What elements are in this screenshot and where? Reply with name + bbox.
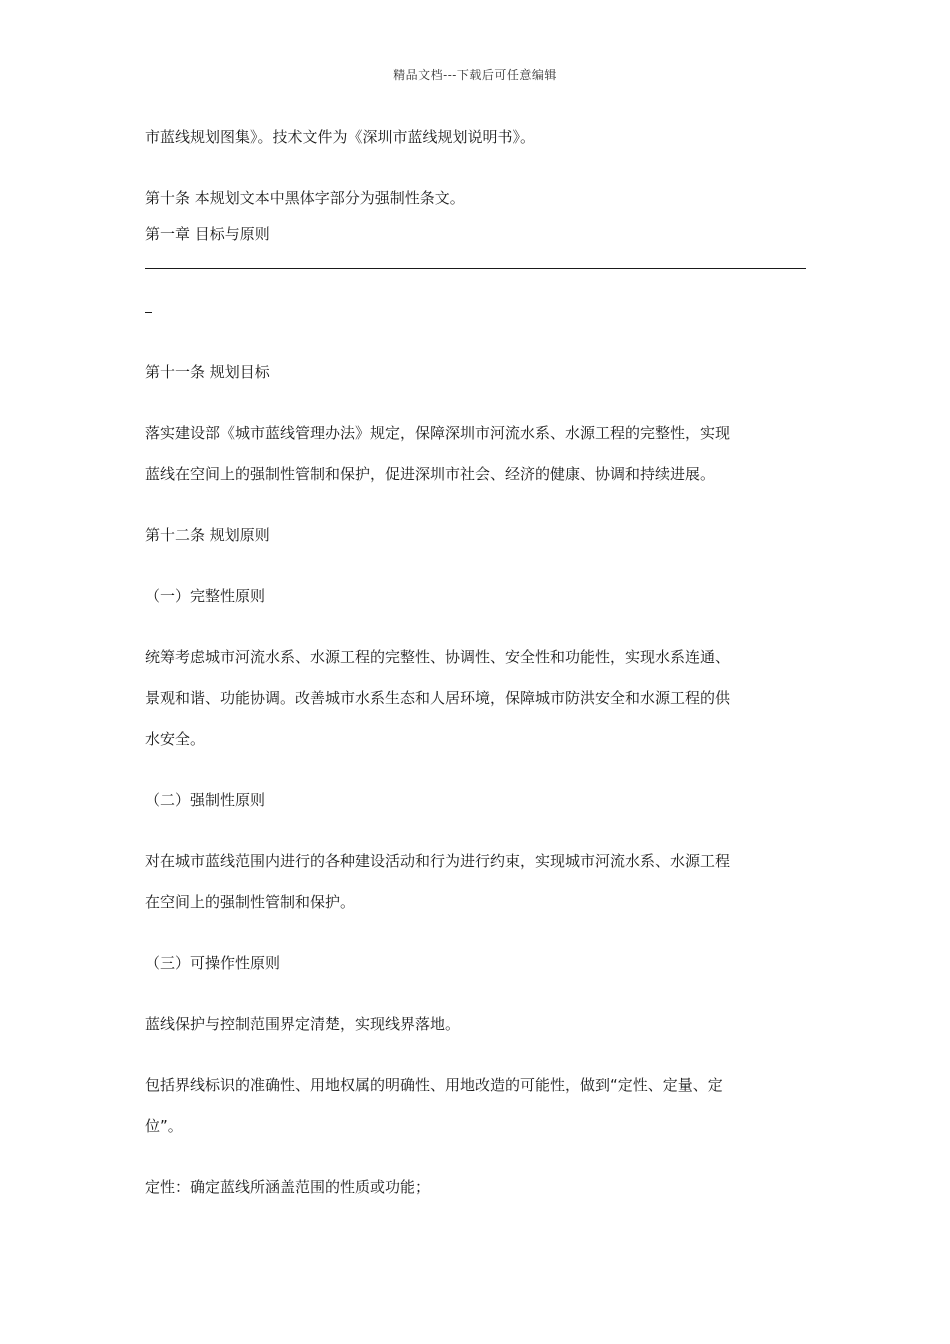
text-line: 落实建设部《城市蓝线管理办法》规定，保障深圳市河流水系、水源工程的完整性，实现 (145, 424, 731, 442)
page-header: 精品文档---下载后可任意编辑 (393, 68, 557, 82)
text-line: 水安全。 (145, 730, 206, 748)
text-line: 蓝线在空间上的强制性管制和保护，促进深圳市社会、经济的健康、协调和持续进展。 (145, 465, 716, 483)
text-line: 统筹考虑城市河流水系、水源工程的完整性、协调性、安全性和功能性，实现水系连通、 (145, 648, 731, 666)
text-line: 包括界线标识的准确性、用地权属的明确性、用地改造的可能性，做到“定性、定量、定 (145, 1076, 723, 1094)
section-heading: （一）完整性原则 (145, 587, 266, 605)
separator-line-continuation (145, 312, 152, 313)
text-line: 蓝线保护与控制范围界定清楚，实现线界落地。 (145, 1015, 461, 1033)
text-line: 景观和谐、功能协调。改善城市水系生态和人居环境，保障城市防洪安全和水源工程的供 (145, 689, 731, 707)
chapter-1-title: 第一章 目标与原则 (145, 225, 270, 243)
article-11-title: 第十一条 规划目标 (145, 363, 270, 381)
article-12-title: 第十二条 规划原则 (145, 526, 270, 544)
text-line: 市蓝线规划图集》。技术文件为《深圳市蓝线规划说明书》。 (145, 128, 536, 146)
section-heading: （二）强制性原则 (145, 791, 266, 809)
article-10: 第十条 本规划文本中黑体字部分为强制性条文。 (145, 189, 465, 207)
text-line: 位”。 (145, 1117, 183, 1135)
separator-line (145, 268, 806, 269)
text-line: 在空间上的强制性管制和保护。 (145, 893, 356, 911)
section-heading: （三）可操作性原则 (145, 954, 281, 972)
text-line: 对在城市蓝线范围内进行的各种建设活动和行为进行约束，实现城市河流水系、水源工程 (145, 852, 731, 870)
text-line: 定性：确定蓝线所涵盖范围的性质或功能； (145, 1178, 431, 1196)
